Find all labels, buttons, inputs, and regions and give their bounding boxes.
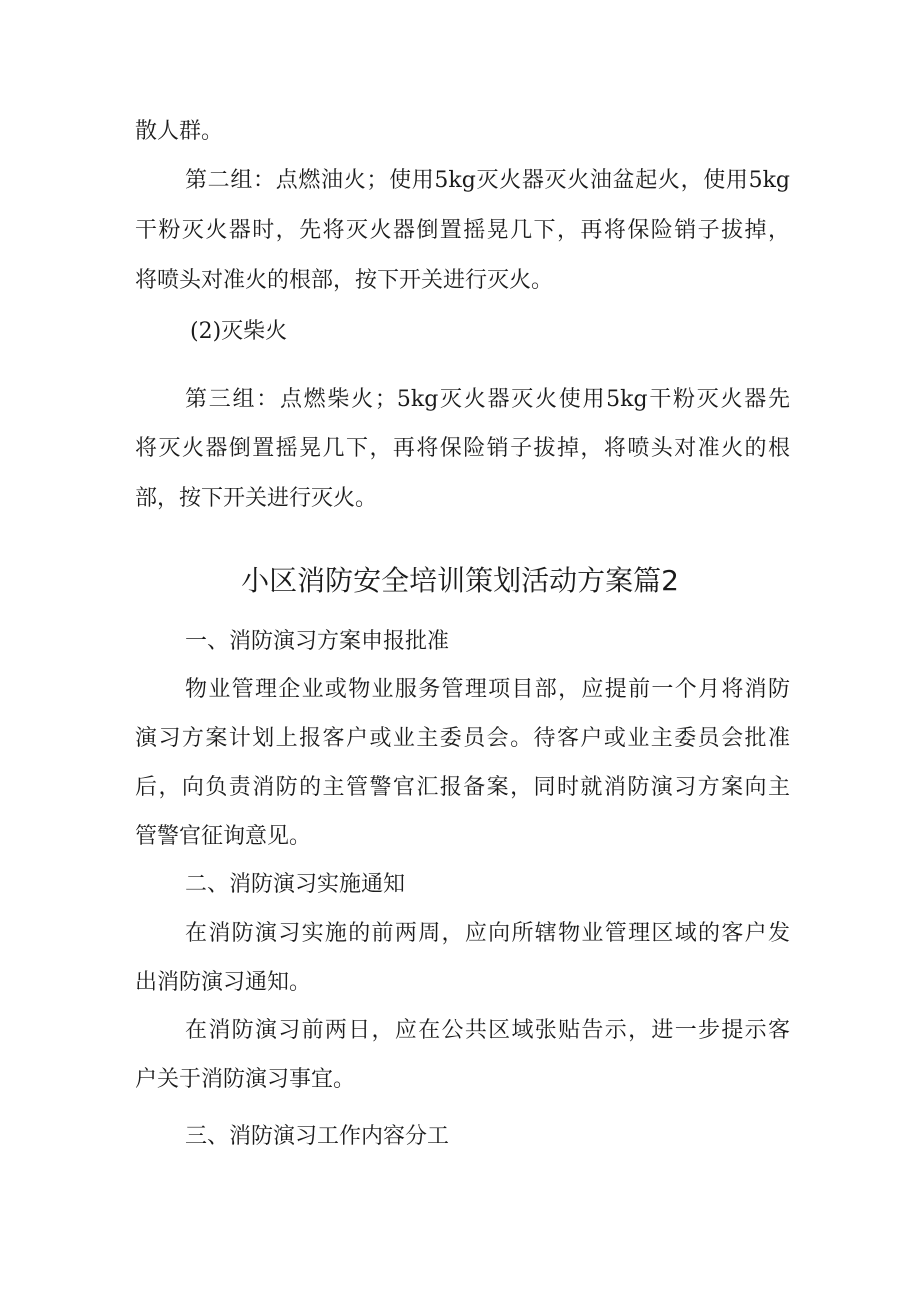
- list-heading: 三、消防演习工作内容分工: [185, 1124, 450, 1149]
- paragraph-line: 在消防演习实施的前两周，应向所辖物业管理区域的客户发: [185, 921, 790, 946]
- paragraph-line: 部，按下开关进行灭火。: [135, 486, 378, 511]
- paragraph-line: 将灭火器倒置摇晃几下，再将保险销子拔掉，将喷头对准火的根: [135, 436, 790, 461]
- paragraph-line: 演习方案计划上报客户或业主委员会。待客户或业主委员会批准: [135, 726, 790, 751]
- paragraph-line: 物业管理企业或物业服务管理项目部，应提前一个月将消防: [185, 677, 790, 702]
- paragraph-line: 户关于消防演习事宜。: [135, 1067, 356, 1092]
- paragraph-line: 第三组：点燃柴火；5kg灭火器灭火使用5kg干粉灭火器先: [185, 387, 790, 412]
- paragraph-line: 第二组：点燃油火；使用5kg灭火器灭火油盆起火，使用5kg: [185, 168, 790, 193]
- paragraph-line: 在消防演习前两日，应在公共区域张贴告示，进一步提示客: [185, 1018, 790, 1043]
- paragraph-line: 后，向负责消防的主管警官汇报备案，同时就消防演习方案向主: [135, 775, 790, 800]
- paragraph-line: 管警官征询意见。: [135, 824, 312, 849]
- paragraph-line: 将喷头对准火的根部，按下开关进行灭火。: [135, 268, 554, 293]
- section-heading: 小区消防安全培训策划活动方案篇2: [241, 564, 679, 597]
- subsection-heading: (2)灭柴火: [190, 319, 288, 344]
- list-heading: 二、消防演习实施通知: [185, 872, 406, 897]
- paragraph-line: 干粉灭火器时，先将灭火器倒置摇晃几下，再将保险销子拔掉，: [135, 218, 790, 243]
- list-heading: 一、消防演习方案申报批准: [185, 629, 450, 654]
- paragraph-line: 出消防演习通知。: [135, 970, 312, 995]
- paragraph-line: 散人群。: [135, 119, 224, 144]
